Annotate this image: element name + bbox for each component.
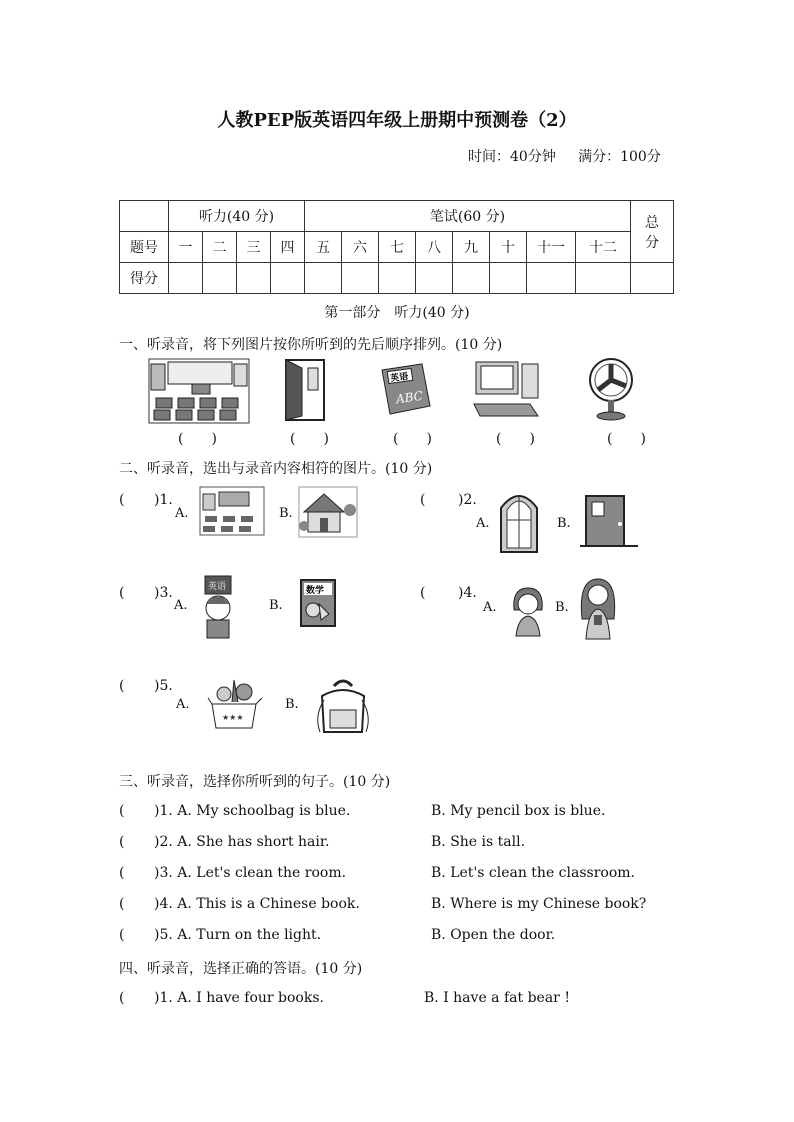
option-a-label: A. bbox=[476, 516, 490, 531]
toy-box-image bbox=[206, 678, 264, 732]
open-paren: ( bbox=[119, 803, 125, 819]
option-b-label: B. bbox=[269, 598, 283, 613]
num-cell: 八 bbox=[416, 232, 453, 263]
open-paren: ( bbox=[119, 896, 125, 912]
answer-blank[interactable]: ( ) bbox=[393, 431, 432, 447]
section-4-heading: 四、听录音，选择正确的答语。(10 分) bbox=[119, 961, 363, 977]
num-cell: 十二 bbox=[576, 232, 631, 263]
exam-meta bbox=[468, 146, 661, 166]
question-option-a: )3. A. Let's clean the room. bbox=[154, 865, 347, 881]
score-cell[interactable] bbox=[527, 263, 576, 294]
open-paren: ( bbox=[119, 865, 125, 881]
question-option-b: B. Let's clean the classroom. bbox=[431, 865, 635, 881]
question-option-a: )5. A. Turn on the light. bbox=[154, 927, 322, 943]
option-a-label: A. bbox=[175, 506, 189, 521]
total-bottom: 分 bbox=[645, 234, 659, 251]
math-book-image bbox=[299, 578, 337, 628]
question-number: )1. bbox=[154, 492, 173, 508]
window-image bbox=[497, 488, 541, 554]
option-a-label: A. bbox=[174, 598, 188, 613]
time-limit: 时间：40分钟 bbox=[468, 149, 556, 165]
section-2-heading: 二、听录音，选出与录音内容相符的图片。(10 分) bbox=[119, 461, 433, 477]
section-1-heading: 一、听录音，将下列图片按你所听到的先后顺序排列。(10 分) bbox=[119, 337, 503, 353]
open-paren: ( bbox=[420, 585, 426, 601]
total-header bbox=[631, 201, 674, 263]
computer-image bbox=[472, 360, 542, 420]
open-paren: ( bbox=[119, 492, 125, 508]
open-paren: ( bbox=[119, 834, 125, 850]
book-math-label: 数学 bbox=[306, 586, 325, 596]
option-a-label: A. bbox=[483, 600, 497, 615]
score-cell[interactable] bbox=[453, 263, 490, 294]
classroom-image bbox=[148, 358, 250, 424]
option-b-label: B. bbox=[555, 600, 569, 615]
num-cell: 一 bbox=[169, 232, 203, 263]
full-score: 满分：100分 bbox=[578, 149, 661, 165]
score-cell[interactable] bbox=[169, 263, 203, 294]
num-cell: 二 bbox=[203, 232, 237, 263]
option-b-label: B. bbox=[279, 506, 293, 521]
writing-header: 笔试(60 分) bbox=[305, 201, 631, 232]
question-number: )4. bbox=[458, 585, 477, 601]
girl-long-hair-image bbox=[578, 575, 618, 641]
num-cell: 九 bbox=[453, 232, 490, 263]
score-label: 得分 bbox=[120, 263, 169, 294]
question-option-a: )1. A. I have four books. bbox=[154, 990, 324, 1006]
house-image bbox=[298, 486, 358, 538]
question-option-b: B. My pencil box is blue. bbox=[431, 803, 606, 819]
listening-header: 听力(40 分) bbox=[169, 201, 305, 232]
score-cell[interactable] bbox=[576, 263, 631, 294]
num-cell: 三 bbox=[237, 232, 271, 263]
page-title: 人教PEP版英语四年级上册期中预测卷（2） bbox=[217, 110, 577, 131]
open-paren: ( bbox=[119, 990, 125, 1006]
answer-blank[interactable]: ( ) bbox=[607, 431, 646, 447]
open-paren: ( bbox=[119, 678, 125, 694]
open-paren: ( bbox=[420, 492, 426, 508]
score-cell[interactable] bbox=[631, 263, 674, 294]
question-number: )2. bbox=[458, 492, 477, 508]
english-book-image bbox=[378, 362, 434, 418]
num-cell: 七 bbox=[379, 232, 416, 263]
answer-blank[interactable]: ( ) bbox=[290, 431, 329, 447]
score-cell[interactable] bbox=[271, 263, 305, 294]
question-option-a: )1. A. My schoolbag is blue. bbox=[154, 803, 351, 819]
open-paren: ( bbox=[119, 927, 125, 943]
question-option-a: )4. A. This is a Chinese book. bbox=[154, 896, 360, 912]
question-option-b: B. I have a fat bear ! bbox=[424, 990, 570, 1006]
book-en-label: 英语 bbox=[208, 582, 227, 592]
schoolbag-image bbox=[310, 676, 376, 736]
score-cell[interactable] bbox=[379, 263, 416, 294]
num-cell: 五 bbox=[305, 232, 342, 263]
num-cell: 十 bbox=[490, 232, 527, 263]
score-cell[interactable] bbox=[416, 263, 453, 294]
answer-blank[interactable]: ( ) bbox=[178, 431, 217, 447]
score-cell[interactable] bbox=[305, 263, 342, 294]
total-top: 总 bbox=[645, 214, 659, 231]
section-3-heading: 三、听录音，选择你所听到的句子。(10 分) bbox=[119, 774, 391, 790]
open-paren: ( bbox=[119, 585, 125, 601]
num-cell: 四 bbox=[271, 232, 305, 263]
row-label: 题号 bbox=[120, 232, 169, 263]
answer-blank[interactable]: ( ) bbox=[496, 431, 535, 447]
score-cell[interactable] bbox=[203, 263, 237, 294]
classroom-image bbox=[199, 486, 265, 536]
score-cell[interactable] bbox=[342, 263, 379, 294]
score-cell[interactable] bbox=[490, 263, 527, 294]
question-option-a: )2. A. She has short hair. bbox=[154, 834, 330, 850]
svg-text:★★★: ★★★ bbox=[222, 713, 244, 722]
question-option-b: B. Where is my Chinese book? bbox=[431, 896, 647, 912]
option-b-label: B. bbox=[557, 516, 571, 531]
option-a-label: A. bbox=[176, 697, 190, 712]
girl-short-hair-image bbox=[510, 584, 546, 638]
score-cell[interactable] bbox=[237, 263, 271, 294]
book-abc-label: ABC bbox=[395, 388, 424, 407]
num-cell: 六 bbox=[342, 232, 379, 263]
option-b-label: B. bbox=[285, 697, 299, 712]
fan-image bbox=[586, 356, 636, 422]
door-image bbox=[580, 494, 638, 550]
question-option-b: B. Open the door. bbox=[431, 927, 556, 943]
book-en-label: 英语 bbox=[389, 371, 409, 385]
num-cell: 十一 bbox=[527, 232, 576, 263]
score-table bbox=[119, 200, 674, 294]
question-number: )3. bbox=[154, 585, 173, 601]
boy-with-book-image bbox=[199, 574, 237, 640]
door-image bbox=[282, 358, 330, 422]
blank-cell bbox=[120, 201, 169, 232]
part-one-heading: 第一部分 听力(40 分) bbox=[324, 305, 470, 321]
question-option-b: B. She is tall. bbox=[431, 834, 526, 850]
question-number: )5. bbox=[154, 678, 173, 694]
